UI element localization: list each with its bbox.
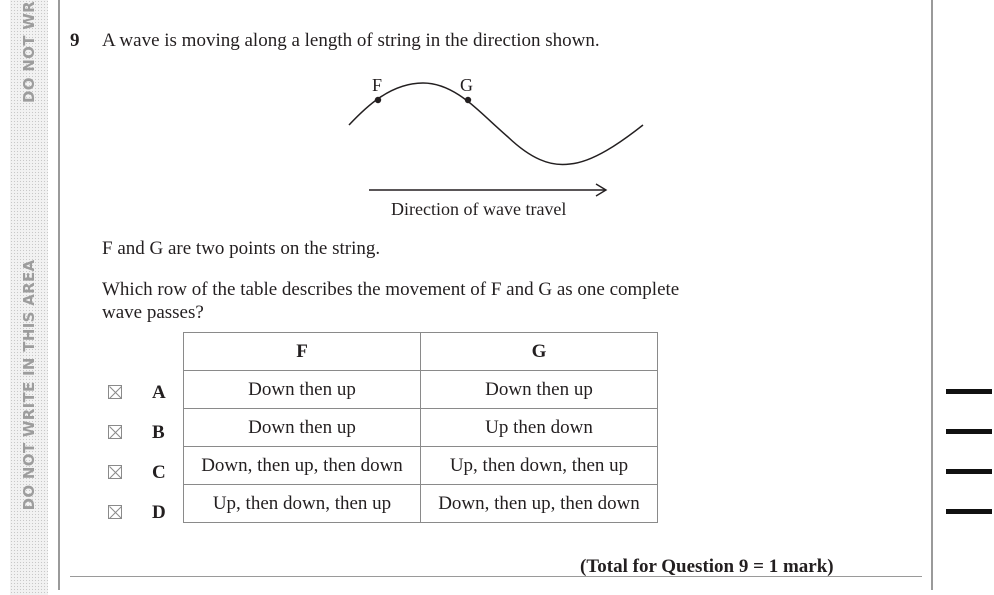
total-marks: (Total for Question 9 = 1 mark)	[580, 556, 834, 577]
table-header-row	[184, 333, 658, 371]
margin-warning-bottom-text: DO NOT WRITE IN THIS AREA	[20, 259, 38, 511]
point-g-label: G	[460, 75, 473, 95]
page-border-left	[58, 0, 60, 590]
table-header-g: G	[421, 333, 658, 371]
option-letter-c: C	[152, 462, 166, 483]
answer-table	[183, 332, 658, 523]
question-text: A wave is moving along a length of string in the direction shown.	[102, 30, 600, 51]
wave-curve	[349, 83, 643, 165]
row-b-f: Down then up	[184, 409, 421, 447]
wave-diagram	[330, 70, 660, 230]
row-d-g: Down, then up, then down	[421, 485, 658, 523]
prompt-text-line-2: wave passes?	[102, 302, 204, 323]
option-letter-b: B	[152, 422, 165, 443]
row-c-g: Up, then down, then up	[421, 447, 658, 485]
alignment-mark	[946, 389, 992, 394]
table-header-f: F	[184, 333, 421, 371]
margin-warning-top-text: DO NOT WR	[20, 1, 38, 103]
option-letter-d: D	[152, 502, 166, 523]
answer-checkbox-c[interactable]	[108, 465, 122, 479]
answer-checkbox-b[interactable]	[108, 425, 122, 439]
row-c-f: Down, then up, then down	[184, 447, 421, 485]
row-b-g: Up then down	[421, 409, 658, 447]
answer-checkbox-a[interactable]	[108, 385, 122, 399]
table-row	[184, 447, 658, 485]
table-row	[184, 485, 658, 523]
table-row	[184, 409, 658, 447]
statement-text: F and G are two points on the string.	[102, 238, 381, 259]
alignment-mark	[946, 469, 992, 474]
option-letter-a: A	[152, 382, 166, 403]
point-f-label: F	[372, 75, 383, 95]
row-a-f: Down then up	[184, 371, 421, 409]
answer-checkbox-d[interactable]	[108, 505, 122, 519]
row-a-g: Down then up	[421, 371, 658, 409]
alignment-mark	[946, 509, 992, 514]
prompt-text-line-1: Which row of the table describes the movement of F and G as one complete	[102, 279, 680, 300]
page-border-right	[931, 0, 933, 590]
point-f-dot	[375, 97, 381, 103]
direction-arrow-label: Direction of wave travel	[391, 199, 567, 219]
alignment-mark	[946, 429, 992, 434]
question-number: 9	[70, 30, 80, 51]
point-g-dot	[465, 97, 471, 103]
table-row	[184, 371, 658, 409]
row-d-f: Up, then down, then up	[184, 485, 421, 523]
